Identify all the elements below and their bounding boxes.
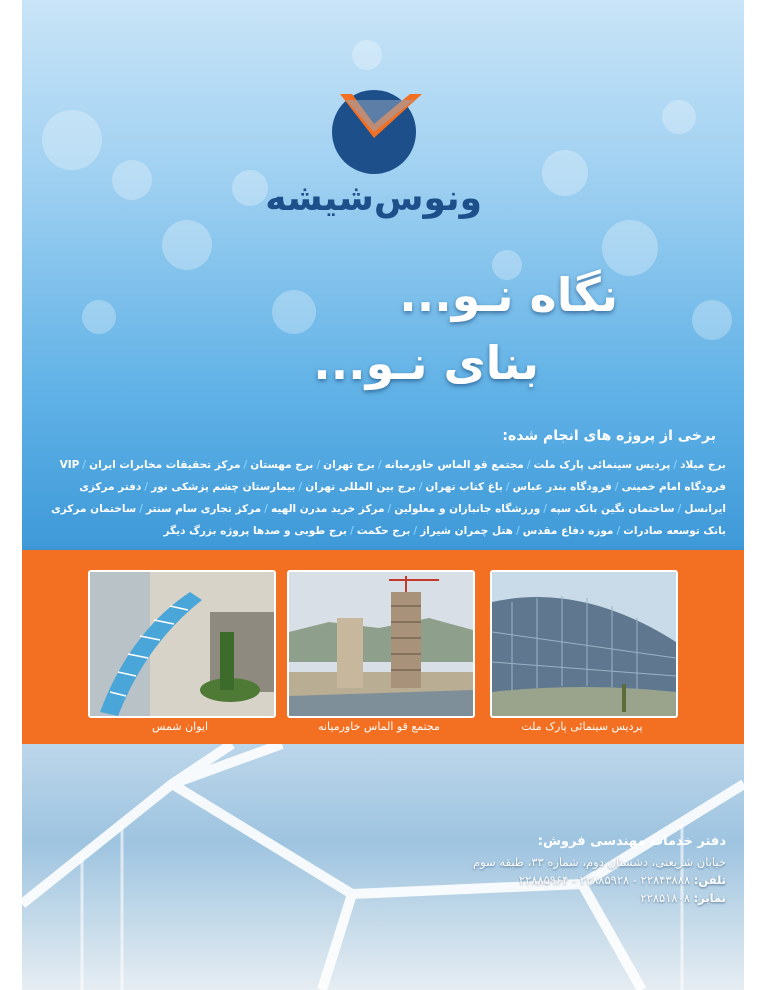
project-item: دفتر مرکزی ایرانسل <box>79 481 726 515</box>
bokeh-decoration <box>692 300 732 340</box>
advertisement-page <box>22 0 744 990</box>
project-item: ورزشگاه جانبازان و معلولین <box>394 503 541 515</box>
tower-icon <box>289 572 473 716</box>
photo-park-mellat <box>490 570 678 718</box>
photo-almas-complex <box>287 570 475 718</box>
separator: / <box>418 481 423 493</box>
separator: / <box>616 525 621 537</box>
bokeh-decoration <box>352 40 382 70</box>
project-item: مرکز خرید مدرن الهیه <box>271 503 385 515</box>
projects-list <box>46 454 726 542</box>
office-title: دفتر خدمات مهندسی فروش: <box>537 834 726 849</box>
separator: / <box>526 459 531 471</box>
logo-icon <box>318 86 436 176</box>
bokeh-decoration <box>162 220 212 270</box>
office-address: خیابان شریعتی، دشستان دوم، شماره ۳۳، طبقه سوم <box>472 855 726 869</box>
separator: / <box>543 503 548 515</box>
project-item: برج میلاد <box>680 459 726 471</box>
separator: / <box>387 503 392 515</box>
fax-number: ۲۲۸۵۱۸۰۸ <box>640 891 690 905</box>
slogan-line-2: بنای نـو... <box>313 336 539 390</box>
project-item: برج مهستان <box>250 459 314 471</box>
photo-eivan-shams <box>88 570 276 718</box>
project-item: پردیس سینمائی پارک ملت <box>533 459 671 471</box>
bokeh-decoration <box>232 170 268 206</box>
project-item: برج حکمت <box>356 525 411 537</box>
separator: / <box>677 503 682 515</box>
separator: / <box>377 459 382 471</box>
separator: / <box>413 525 418 537</box>
separator: / <box>515 525 520 537</box>
phone-label: تلفن: <box>693 873 726 887</box>
bokeh-decoration <box>112 160 152 200</box>
separator: / <box>505 481 510 493</box>
project-item: ساختمان نگین بانک سپه <box>550 503 675 515</box>
staircase-icon <box>90 572 274 716</box>
bokeh-decoration <box>272 290 316 334</box>
separator: / <box>144 481 149 493</box>
project-item: ساختمان مرکزی بانک توسعه صادرات <box>51 503 726 537</box>
photo-caption: پردیس سینمائی پارک ملت <box>521 720 643 733</box>
bokeh-decoration <box>662 100 696 134</box>
separator: / <box>298 481 303 493</box>
office-phone <box>473 871 726 889</box>
separator: / <box>673 459 678 471</box>
bokeh-decoration <box>542 150 588 196</box>
project-item: بیمارستان چشم پزشکی نور <box>151 481 296 493</box>
slogan-line-1: نگاه نـو... <box>399 268 618 322</box>
project-item: مرکز تحقیقات مخابرات ایران <box>89 459 241 471</box>
separator: / <box>349 525 354 537</box>
phone-numbers: ۲۲۸۴۳۸۸۸ - ۲۲۸۸۵۹۲۸ - ۲۲۸۸۵۹۶۴ <box>518 873 691 887</box>
photo-caption: ایوان شمس <box>151 720 209 733</box>
project-item: مجتمع قو الماس خاورمیانه <box>384 459 524 471</box>
separator: / <box>139 503 144 515</box>
bokeh-decoration <box>82 300 116 334</box>
project-item: باغ کتاب تهران <box>425 481 503 493</box>
fax-label: نمابر: <box>693 891 726 905</box>
project-item: برج تهران <box>323 459 375 471</box>
project-item: برج طوبی و صدها پروژه بزرگ دیگر <box>163 525 347 537</box>
separator: / <box>614 481 619 493</box>
project-item: مرکز تجاری سام سنتر <box>146 503 262 515</box>
photo-caption: مجتمع قو الماس خاورمیانه <box>318 720 440 733</box>
photo-band <box>22 550 744 744</box>
building-icon <box>492 572 676 716</box>
sales-office-info <box>473 834 726 907</box>
project-item: فرودگاه بندر عباس <box>512 481 612 493</box>
projects-heading: برخی از پروژه های انجام شده: <box>502 428 716 444</box>
separator: / <box>82 459 87 471</box>
project-item: موزه دفاع مقدس <box>522 525 614 537</box>
brand-name: ونوس‌شیشه <box>265 178 482 219</box>
project-item: VIP فرودگاه امام خمینی <box>59 459 726 493</box>
office-fax <box>473 889 726 907</box>
project-item: هتل چمران شیراز <box>420 525 513 537</box>
project-item: برج بین المللی تهران <box>305 481 416 493</box>
bokeh-decoration <box>42 110 102 170</box>
separator: / <box>243 459 248 471</box>
separator: / <box>264 503 269 515</box>
separator: / <box>316 459 321 471</box>
